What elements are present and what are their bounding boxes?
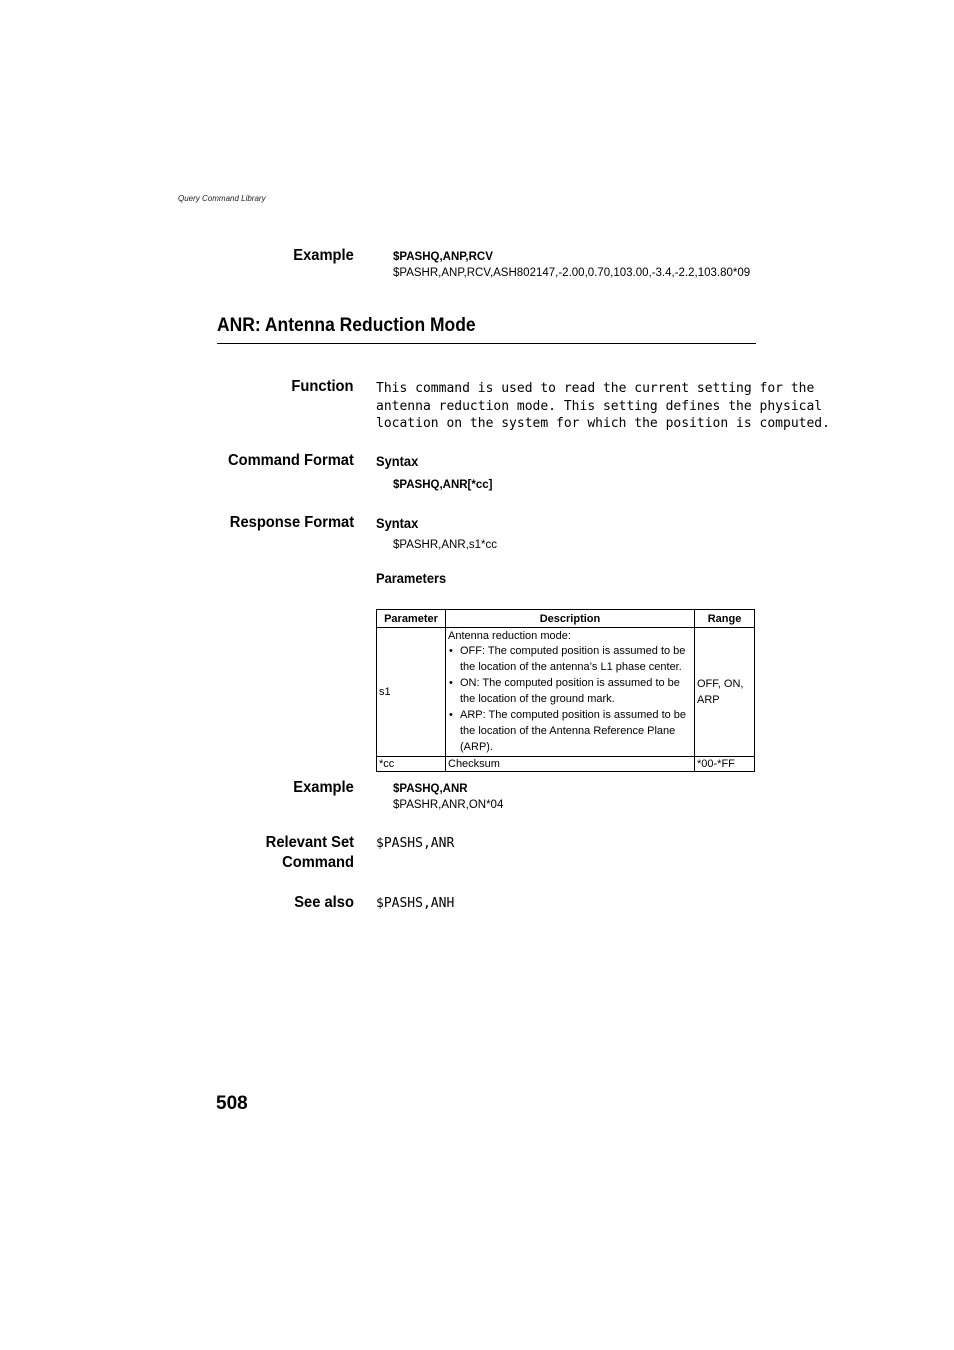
command-format-label: Command Format <box>228 452 354 469</box>
param-cell: s1 <box>377 628 446 757</box>
relevant-set-value: $PASHS,ANR <box>376 836 455 851</box>
range-cell: OFF, ON, ARP <box>695 628 755 757</box>
list-item: • ARP: The computed position is assumed to be the location of the Antenna Reference Plane (ARP). <box>460 707 692 755</box>
response-syntax: $PASHR,ANR,s1*cc <box>393 539 497 551</box>
section-rule <box>217 343 756 344</box>
see-also-value: $PASHS,ANH <box>376 896 455 911</box>
relevant-set-label-line: Relevant Set <box>265 834 354 851</box>
param-cell: *cc <box>377 757 446 772</box>
relevant-set-label <box>266 833 354 873</box>
example-response: $PASHR,ANR,ON*04 <box>393 799 504 811</box>
example-label: Example <box>293 779 354 796</box>
table-header-cell: Parameter <box>377 610 446 628</box>
top-example-label: Example <box>293 247 354 264</box>
page-number: 508 <box>216 1093 248 1114</box>
table-header-row <box>377 610 755 628</box>
response-format-label: Response Format <box>229 514 354 531</box>
function-line: location on the system for which the position is computed. <box>376 416 830 431</box>
relevant-set-label-line: Command <box>282 854 354 871</box>
list-item: • ON: The computed position is assumed to be the location of the ground mark. <box>460 675 692 707</box>
description-cell <box>446 628 695 757</box>
top-example-command: $PASHQ,ANP,RCV <box>393 251 493 263</box>
table-header-cell: Range <box>695 610 755 628</box>
command-syntax-label: Syntax <box>376 453 419 469</box>
example-command: $PASHQ,ANR <box>393 783 468 795</box>
function-line: antenna reduction mode. This setting defines the physical <box>376 398 823 414</box>
description-list <box>448 643 692 755</box>
description-cell: Checksum <box>446 757 695 772</box>
table-header-cell: Description <box>446 610 695 628</box>
response-syntax-label: Syntax <box>376 515 419 531</box>
see-also-label: See also <box>294 894 354 911</box>
list-item: • OFF: The computed position is assumed to be the location of the antenna’s L1 phase center. <box>460 643 692 675</box>
description-head: Antenna reduction mode: <box>448 630 571 642</box>
section-title: ANR: Antenna Reduction Mode <box>217 315 476 336</box>
running-header: Query Command Library <box>178 194 266 203</box>
table-row <box>377 757 755 772</box>
command-syntax: $PASHQ,ANR[*cc] <box>393 479 493 491</box>
function-text <box>376 380 830 433</box>
table-row <box>377 628 755 757</box>
top-example-response: $PASHR,ANP,RCV,ASH802147,-2.00,0.70,103.00,-3.4,-2.2,103.80*09 <box>393 267 751 279</box>
parameters-table <box>376 609 755 772</box>
function-line: This command is used to read the current setting for the <box>376 381 815 396</box>
range-cell: *00-*FF <box>695 757 755 772</box>
function-label: Function <box>291 378 354 395</box>
parameters-label: Parameters <box>376 570 447 586</box>
